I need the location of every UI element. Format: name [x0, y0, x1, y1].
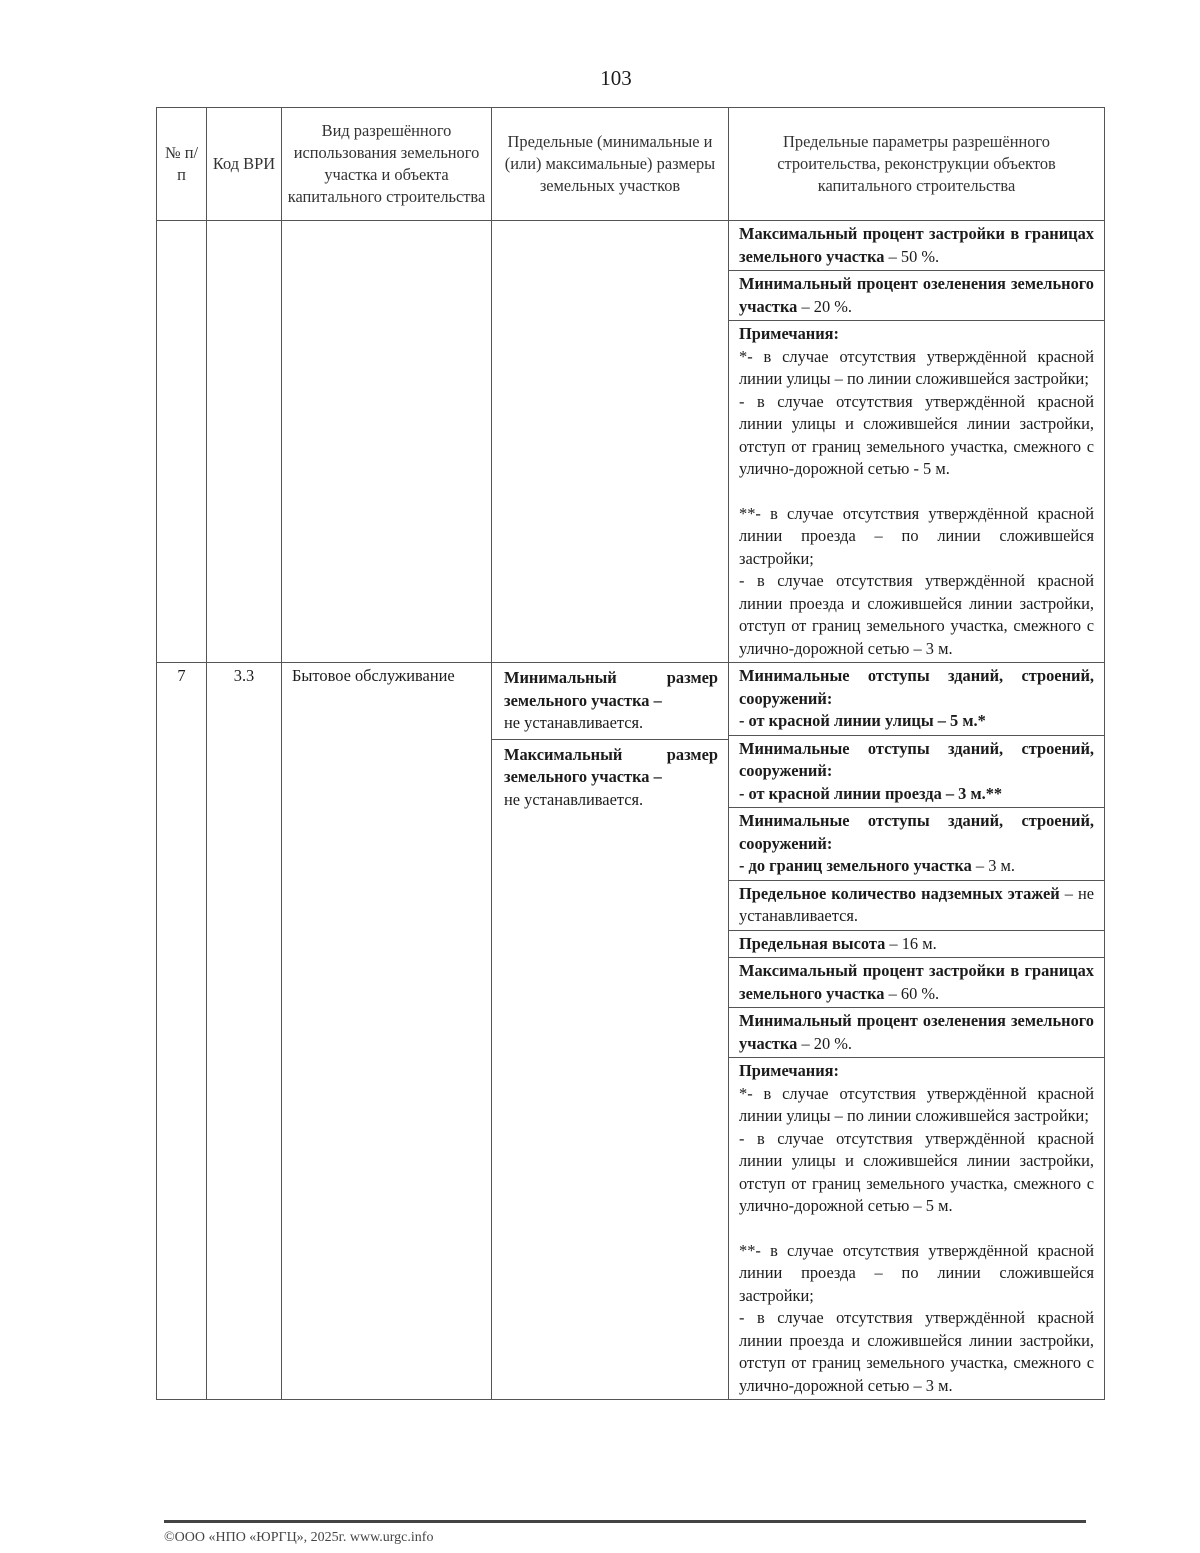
- page-number: 103: [600, 66, 632, 90]
- table-row-continuation: [157, 221, 1105, 663]
- param-setback-passage: Минимальные отступы зданий, строений, сооружений: - от красной линии проезда – 3 м.**: [729, 736, 1104, 809]
- note-paragraph: - в случае отсутствия утверждённой красной линии улицы и сложившейся линии застройки, отступ от границ земельного участка, смежного с улично-дорожной сетью – 5 м.: [739, 1128, 1094, 1215]
- param-max-building-percent: Максимальный процент застройки в границах земельного участка – 60 %.: [729, 958, 1104, 1008]
- notes-title: Примечания:: [739, 324, 839, 343]
- header-parameters: Предельные параметры разрешённого строительства, реконструкции объектов капитального строительства: [729, 108, 1105, 221]
- param-max-building-percent: Максимальный процент застройки в границах земельного участка – 50 %.: [729, 221, 1104, 271]
- table-row-7: [157, 663, 1105, 1400]
- row-number: 7: [157, 663, 207, 1400]
- continuation-params-cell: [729, 221, 1105, 663]
- notes-title: Примечания:: [739, 1061, 839, 1080]
- note-paragraph: - в случае отсутствия утверждённой красной линии проезда и сложившейся линии застройки, отступ от границ земельного участка, смежного с улично-дорожной сетью – 3 м.: [739, 1308, 1094, 1395]
- continuation-num-cell: [157, 221, 207, 663]
- row-params-cell: [729, 663, 1105, 1400]
- row-code: 3.3: [207, 663, 282, 1400]
- note-paragraph: *- в случае отсутствия утверждённой красной линии улицы – по линии сложившейся застройки;: [739, 346, 1094, 388]
- note-paragraph: **- в случае отсутствия утверждённой красной линии проезда – по линии сложившейся застройки;: [739, 1240, 1094, 1305]
- param-floors: Предельное количество надземных этажей – не устанавливается.: [729, 881, 1104, 931]
- note-paragraph: - в случае отсутствия утверждённой красной линии улицы и сложившейся линии застройки, отступ от границ земельного участка, смежного с улично-дорожной сетью - 5 м.: [739, 391, 1094, 478]
- param-min-greening-percent: Минимальный процент озеленения земельного участка – 20 %.: [729, 1008, 1104, 1058]
- header-use-type: Вид разрешённого использования земельного участка и объекта капитального строительства: [282, 108, 492, 221]
- row-use-name: Бытовое обслуживание: [282, 663, 492, 1400]
- max-size-block: Максимальный размер земельного участка – не устанавливается.: [504, 744, 718, 809]
- continuation-size-cell: [492, 221, 729, 663]
- continuation-code-cell: [207, 221, 282, 663]
- header-code: Код ВРИ: [207, 108, 282, 221]
- note-paragraph: *- в случае отсутствия утверждённой красной линии улицы – по линии сложившейся застройки;: [739, 1083, 1094, 1125]
- row-sizes-cell: [492, 663, 729, 1400]
- continuation-name-cell: [282, 221, 492, 663]
- note-paragraph: **- в случае отсутствия утверждённой красной линии проезда – по линии сложившейся застройки;: [739, 503, 1094, 568]
- notes-block: [729, 321, 1104, 662]
- footer-divider: [164, 1520, 1086, 1523]
- regulations-table: [156, 107, 1105, 1400]
- param-setback-street: Минимальные отступы зданий, строений, сооружений: - от красной линии улицы – 5 м.*: [729, 663, 1104, 736]
- table-header-row: [157, 108, 1105, 221]
- param-max-height: Предельная высота – 16 м.: [729, 931, 1104, 959]
- header-number: № п/п: [157, 108, 207, 221]
- note-paragraph: - в случае отсутствия утверждённой красной линии проезда и сложившейся линии застройки, отступ от границ земельного участка, смежного с улично-дорожной сетью – 3 м.: [739, 571, 1094, 658]
- min-size-block: Минимальный размер земельного участка – не устанавливается.: [492, 663, 728, 740]
- param-setback-boundary: Минимальные отступы зданий, строений, сооружений: - до границ земельного участка – 3 м.: [729, 808, 1104, 881]
- param-min-greening-percent: Минимальный процент озеленения земельного участка – 20 %.: [729, 271, 1104, 321]
- notes-block: [729, 1058, 1104, 1399]
- header-land-sizes: Предельные (минимальные и (или) максимальные) размеры земельных участков: [492, 108, 729, 221]
- footer-copyright: ©ООО «НПО «ЮРГЦ», 2025г. www.urgc.info: [164, 1530, 434, 1545]
